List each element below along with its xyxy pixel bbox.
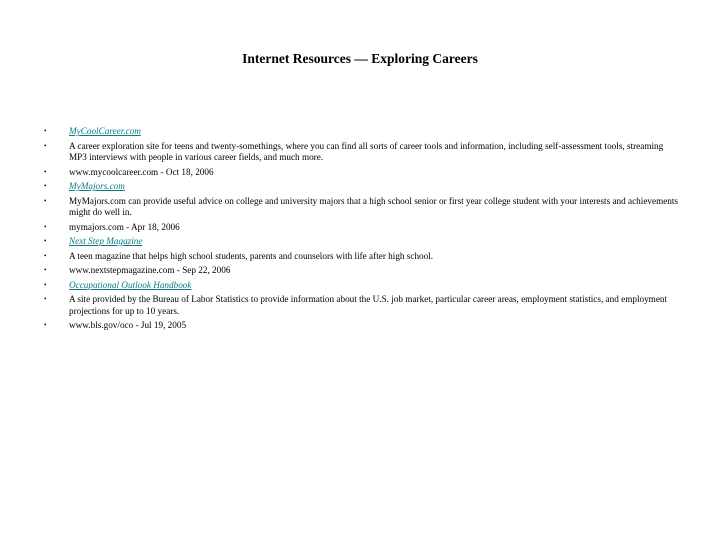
list-item <box>44 222 680 234</box>
list-item <box>44 126 680 138</box>
bullet-icon: • <box>44 237 47 245</box>
bullet-icon: • <box>44 222 47 231</box>
list-item <box>44 251 680 263</box>
bullet-icon: • <box>44 280 47 289</box>
bullet-icon: • <box>44 196 47 205</box>
page-title: Internet Resources — Exploring Careers <box>242 51 478 66</box>
list-item <box>44 280 680 292</box>
bullet-icon: • <box>44 141 47 150</box>
resource-url-date: www.bls.gov/oco - Jul 19, 2005 <box>69 320 187 330</box>
list-item <box>44 320 680 332</box>
bullet-icon: • <box>44 167 47 176</box>
resource-description: A site provided by the Bureau of Labor Statistics to provide information about the U.S. job market, particular career areas, employment statistics, and employment projections for up to 10 years. <box>69 294 668 316</box>
resource-link-next-step-magazine[interactable]: Next Step Magazine <box>69 236 143 246</box>
list-item <box>44 196 680 219</box>
bullet-icon: • <box>44 182 47 190</box>
resource-link-mymajors[interactable]: MyMajors.com <box>69 181 125 191</box>
resource-link-occupational-outlook-handbook[interactable]: Occupational Outlook Handbook <box>69 279 192 290</box>
list-item <box>44 181 680 193</box>
bullet-icon: • <box>44 295 47 303</box>
list-item <box>44 236 680 248</box>
list-item <box>44 141 680 164</box>
bullet-icon: • <box>44 127 47 135</box>
list-item <box>44 167 680 179</box>
list-item <box>44 294 680 317</box>
resource-url-date: www.nextstepmagazine.com - Sep 22, 2006 <box>69 265 231 275</box>
resource-link-mycoolcareer[interactable]: MyCoolCareer.com <box>69 126 141 136</box>
resource-url-date: www.mycoolcareer.com - Oct 18, 2006 <box>69 166 214 177</box>
list-item <box>44 265 680 277</box>
resource-description: A career exploration site for teens and twenty-somethings, where you can find all sorts of career tools and information, including self-assessment tools, streaming MP3 interviews with people in various career fields, and much more. <box>69 140 664 162</box>
resource-description: MyMajors.com can provide useful advice on college and university majors that a high school senior or first year college student with your interests and achievements might do well in. <box>69 195 679 217</box>
resource-description: A teen magazine that helps high school students, parents and counselors with life after high school. <box>69 250 434 261</box>
bullet-icon: • <box>44 266 47 274</box>
resource-url-date: mymajors.com - Apr 18, 2006 <box>69 221 180 232</box>
resource-list <box>44 126 680 335</box>
bullet-icon: • <box>44 321 47 329</box>
bullet-icon: • <box>44 251 47 260</box>
